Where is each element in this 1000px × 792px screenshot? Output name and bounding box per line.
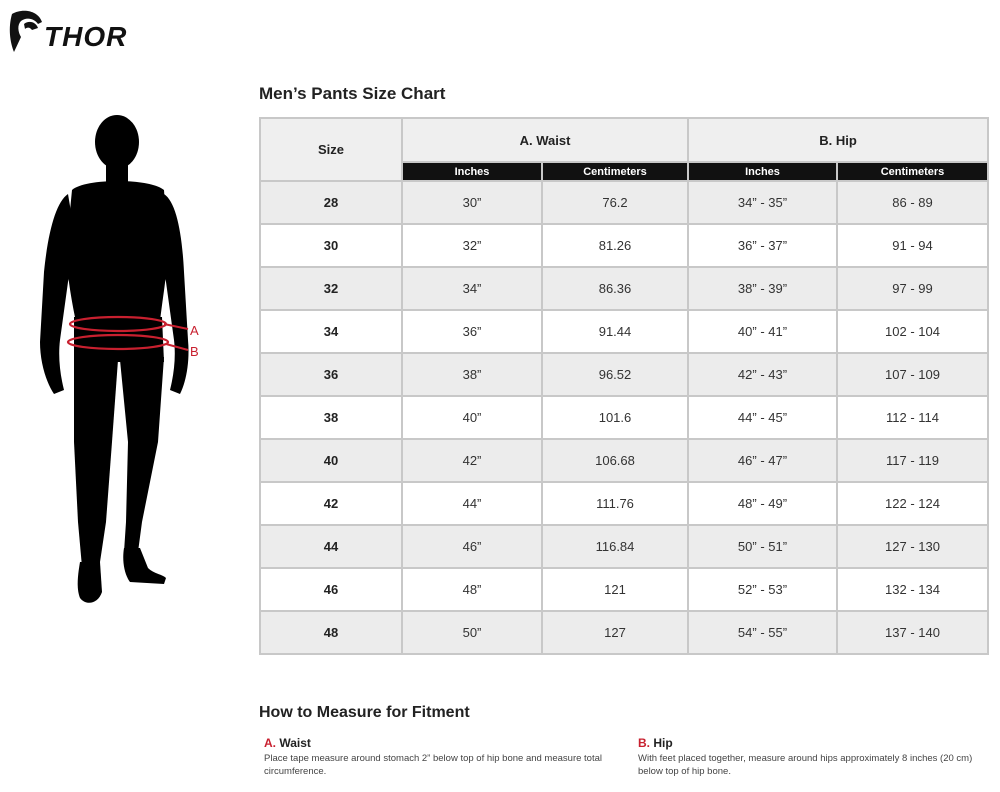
size-cell: 34 — [260, 310, 402, 353]
waist-label: Waist — [279, 736, 311, 750]
waist-centimeters-header: Centimeters — [542, 162, 688, 181]
page-title: Men’s Pants Size Chart — [259, 84, 446, 103]
size-table-body — [260, 181, 988, 654]
hip-label: Hip — [653, 736, 673, 750]
table-row — [260, 525, 988, 568]
waist-inches-cell: 32” — [402, 224, 542, 267]
hip-inches-cell: 52” - 53” — [688, 568, 837, 611]
hip-inches-cell: 36” - 37” — [688, 224, 837, 267]
waist-centimeters-cell: 76.2 — [542, 181, 688, 224]
hip-centimeters-cell: 107 - 109 — [837, 353, 988, 396]
hip-inches-cell: 42” - 43” — [688, 353, 837, 396]
table-row — [260, 482, 988, 525]
size-cell: 38 — [260, 396, 402, 439]
hip-inches-cell: 50” - 51” — [688, 525, 837, 568]
waist-centimeters-cell: 116.84 — [542, 525, 688, 568]
waist-centimeters-cell: 96.52 — [542, 353, 688, 396]
hip-centimeters-cell: 132 - 134 — [837, 568, 988, 611]
waist-centimeters-cell: 111.76 — [542, 482, 688, 525]
hip-centimeters-cell: 112 - 114 — [837, 396, 988, 439]
table-row — [260, 353, 988, 396]
waist-centimeters-cell: 106.68 — [542, 439, 688, 482]
waist-centimeters-cell: 127 — [542, 611, 688, 654]
hip-centimeters-cell: 91 - 94 — [837, 224, 988, 267]
waist-centimeters-cell: 91.44 — [542, 310, 688, 353]
waist-letter: A. — [264, 736, 276, 750]
hip-centimeters-cell: 102 - 104 — [837, 310, 988, 353]
waist-inches-cell: 42” — [402, 439, 542, 482]
hip-instructions-heading — [638, 736, 993, 750]
waist-instructions-heading — [264, 736, 619, 750]
waist-instructions-text: Place tape measure around stomach 2” below top of hip bone and measure total circumference. — [264, 753, 602, 777]
hip-centimeters-cell: 127 - 130 — [837, 525, 988, 568]
table-row — [260, 267, 988, 310]
table-row — [260, 396, 988, 439]
table-row — [260, 181, 988, 224]
waist-inches-cell: 50” — [402, 611, 542, 654]
table-row — [260, 568, 988, 611]
waist-inches-cell: 48” — [402, 568, 542, 611]
table-row — [260, 611, 988, 654]
waist-inches-cell: 30” — [402, 181, 542, 224]
hip-inches-cell: 44” - 45” — [688, 396, 837, 439]
table-row — [260, 224, 988, 267]
waist-instructions — [264, 736, 619, 778]
hip-centimeters-header: Centimeters — [837, 162, 988, 181]
thor-helmet-icon — [10, 11, 42, 52]
thor-logo[interactable] — [8, 8, 158, 58]
hip-centimeters-cell: 137 - 140 — [837, 611, 988, 654]
size-chart-table — [259, 117, 989, 655]
hip-inches-cell: 48” - 49” — [688, 482, 837, 525]
waist-group-header: A. Waist — [402, 118, 688, 162]
waist-centimeters-cell: 86.36 — [542, 267, 688, 310]
hip-inches-header: Inches — [688, 162, 837, 181]
hip-inches-cell: 46” - 47” — [688, 439, 837, 482]
size-cell: 48 — [260, 611, 402, 654]
waist-centimeters-cell: 101.6 — [542, 396, 688, 439]
body-silhouette — [30, 112, 220, 612]
size-cell: 36 — [260, 353, 402, 396]
size-cell: 30 — [260, 224, 402, 267]
waist-centimeters-cell: 121 — [542, 568, 688, 611]
size-cell: 44 — [260, 525, 402, 568]
hip-instructions-text: With feet placed together, measure around hips approximately 8 inches (20 cm) below top of hip bone. — [638, 753, 973, 777]
waist-inches-cell: 38” — [402, 353, 542, 396]
size-cell: 40 — [260, 439, 402, 482]
waist-marker-label: A — [190, 323, 199, 338]
waist-inches-cell: 46” — [402, 525, 542, 568]
hip-centimeters-cell: 97 - 99 — [837, 267, 988, 310]
hip-letter: B. — [638, 736, 650, 750]
size-column-header: Size — [260, 118, 402, 181]
size-cell: 42 — [260, 482, 402, 525]
waist-inches-cell: 44” — [402, 482, 542, 525]
table-row — [260, 439, 988, 482]
hip-instructions — [638, 736, 993, 778]
waist-centimeters-cell: 81.26 — [542, 224, 688, 267]
hip-centimeters-cell: 86 - 89 — [837, 181, 988, 224]
hip-group-header: B. Hip — [688, 118, 988, 162]
size-cell: 46 — [260, 568, 402, 611]
hip-marker-label: B — [190, 344, 199, 359]
waist-inches-cell: 36” — [402, 310, 542, 353]
brand-wordmark: THOR — [44, 21, 128, 52]
hip-inches-cell: 34” - 35” — [688, 181, 837, 224]
waist-inches-cell: 40” — [402, 396, 542, 439]
measure-section-title: How to Measure for Fitment — [259, 704, 470, 721]
hip-centimeters-cell: 117 - 119 — [837, 439, 988, 482]
table-row — [260, 310, 988, 353]
hip-inches-cell: 40” - 41” — [688, 310, 837, 353]
waist-inches-header: Inches — [402, 162, 542, 181]
waist-inches-cell: 34” — [402, 267, 542, 310]
hip-inches-cell: 54” - 55” — [688, 611, 837, 654]
hip-inches-cell: 38” - 39” — [688, 267, 837, 310]
hip-centimeters-cell: 122 - 124 — [837, 482, 988, 525]
size-cell: 32 — [260, 267, 402, 310]
size-cell: 28 — [260, 181, 402, 224]
